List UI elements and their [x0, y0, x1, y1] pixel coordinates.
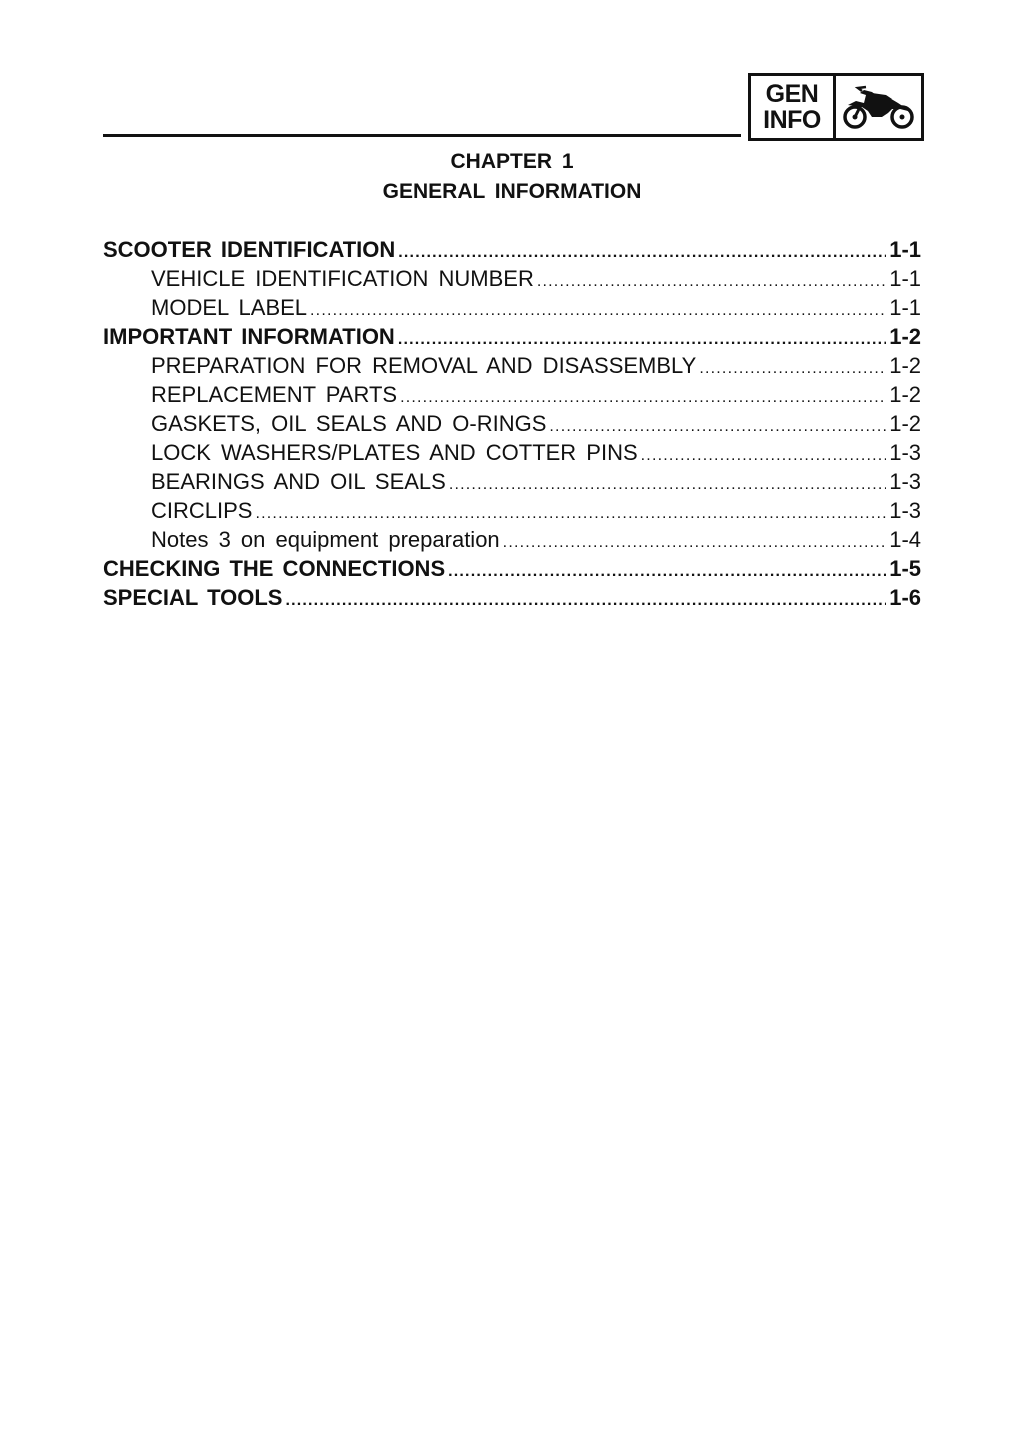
chapter-title: GENERAL INFORMATION: [382, 180, 642, 203]
toc-entry-title: VEHICLE IDENTIFICATION NUMBER: [151, 266, 534, 291]
toc-entry-page: 1-2: [889, 324, 921, 349]
toc-entry-title: IMPORTANT INFORMATION: [103, 324, 395, 349]
toc-entry-title: CIRCLIPS: [151, 498, 253, 523]
toc-entry-title: MODEL LABEL: [151, 295, 308, 320]
toc-entry-page: 1-1: [889, 295, 921, 320]
toc-entry-title: GASKETS, OIL SEALS AND O-RINGS: [151, 411, 547, 436]
dot-leader: [503, 528, 887, 557]
dot-leader: [699, 354, 886, 383]
header-rule: [103, 134, 741, 137]
dot-leader: [549, 412, 886, 441]
toc-entry[interactable]: [103, 467, 921, 496]
section-badge: [748, 73, 924, 141]
toc-entry-page: 1-6: [889, 585, 921, 610]
toc-entry-page: 1-5: [889, 556, 921, 581]
toc-entry[interactable]: [103, 554, 921, 583]
table-of-contents: [103, 235, 921, 612]
toc-entry-title: PREPARATION FOR REMOVAL AND DISASSEMBLY: [151, 353, 697, 378]
toc-entry[interactable]: [103, 438, 921, 467]
toc-entry[interactable]: [103, 264, 921, 293]
dot-leader: [449, 470, 886, 499]
toc-entry-title: CHECKING THE CONNECTIONS: [103, 556, 446, 581]
dot-leader: [310, 296, 886, 325]
dot-leader: [641, 441, 887, 470]
dot-leader: [255, 499, 886, 528]
toc-entry-title: SPECIAL TOOLS: [103, 585, 283, 610]
toc-entry-page: 1-1: [889, 266, 921, 291]
toc-entry[interactable]: [103, 583, 921, 612]
toc-entry-title: REPLACEMENT PARTS: [151, 382, 398, 407]
toc-entry-title: BEARINGS AND OIL SEALS: [151, 469, 446, 494]
toc-entry[interactable]: [103, 496, 921, 525]
badge-line-1: GEN: [765, 80, 819, 108]
dot-leader: [398, 325, 886, 354]
toc-entry[interactable]: [103, 380, 921, 409]
dot-leader: [285, 586, 886, 615]
toc-entry-page: 1-2: [889, 353, 921, 378]
toc-entry[interactable]: [103, 351, 921, 380]
chapter-number: CHAPTER 1: [450, 150, 574, 173]
motorcycle-icon: [836, 76, 921, 138]
toc-entry-title: LOCK WASHERS/PLATES AND COTTER PINS: [151, 440, 638, 465]
toc-entry[interactable]: [103, 235, 921, 264]
toc-entry-page: 1-4: [889, 527, 921, 552]
badge-line-2: INFO: [763, 106, 821, 134]
toc-entry-page: 1-2: [889, 382, 921, 407]
toc-entry-page: 1-3: [889, 469, 921, 494]
toc-entry-title: SCOOTER IDENTIFICATION: [103, 237, 396, 262]
badge-label: [751, 76, 836, 138]
toc-entry[interactable]: [103, 409, 921, 438]
toc-entry[interactable]: [103, 322, 921, 351]
toc-entry-page: 1-3: [889, 440, 921, 465]
dot-leader: [448, 557, 886, 586]
toc-entry[interactable]: [103, 525, 921, 554]
dot-leader: [398, 238, 886, 267]
toc-entry[interactable]: [103, 293, 921, 322]
toc-entry-page: 1-3: [889, 498, 921, 523]
dot-leader: [537, 267, 886, 296]
dot-leader: [400, 383, 886, 412]
toc-entry-page: 1-1: [889, 237, 921, 262]
toc-entry-page: 1-2: [889, 411, 921, 436]
toc-entry-title: Notes 3 on equipment preparation: [151, 527, 500, 552]
